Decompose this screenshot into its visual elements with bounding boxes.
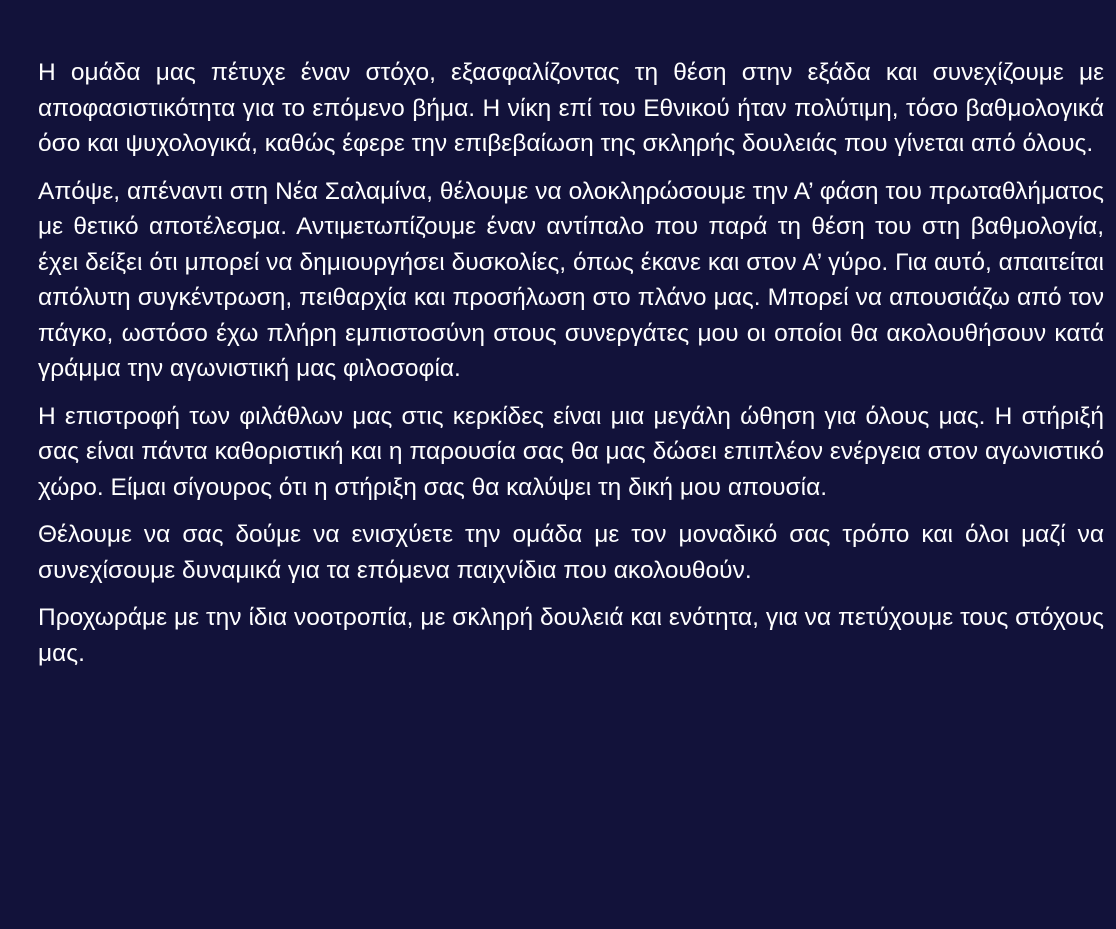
paragraph-fans-return: Η επιστροφή των φιλάθλων μας στις κερκίδες είναι μια μεγάλη ώθηση για όλους μας. Η στήριξή σας είναι πάντα καθοριστική και η παρουσία σας θα μας δώσει επιπλέον ενέργεια στον αγωνιστικό χώρο. Είμαι σίγουρος ότι η στήριξη σας θα καλύψει τη δική μου απουσία. bbox=[38, 402, 1104, 501]
paragraph-match-preview: Απόψε, απέναντι στη Νέα Σαλαμίνα, θέλουμε να ολοκληρώσουμε την Α’ φάση του πρωταθλήματος με θετικό αποτέλεσμα. Αντιμετωπίζουμε έναν αντίπαλο που παρά τη θέση του στη βαθμολογία, έχει δείξει ότι μπορεί να δημιουργήσει δυσκολίες, όπως έκανε και στον Α’ γύρο. Για αυτό, απαιτείται απόλυτη συγκέντρωση, πειθαρχία και προσήλωση στο πλάνο μας. Μπορεί να απουσιάζω από τον πάγκο, ωστόσο έχω πλήρη εμπιστοσύνη στους συνεργάτες μου οι οποίοι θα ακολουθήσουν κατά γράμμα την αγωνιστική μας φιλοσοφία. bbox=[38, 177, 1104, 382]
paragraph-intro: Η ομάδα μας πέτυχε έναν στόχο, εξασφαλίζοντας τη θέση στην εξάδα και συνεχίζουμε με αποφασιστικότητα για το επόμενο βήμα. Η νίκη επί του Εθνικού ήταν πολύτιμη, τόσο βαθμολογικά όσο και ψυχολογικά, καθώς έφερε την επιβεβαίωση της σκληρής δουλειάς που γίνεται από όλους. bbox=[38, 59, 1104, 157]
paragraph-closing: Προχωράμε με την ίδια νοοτροπία, με σκληρή δουλειά και ενότητα, για να πετύχουμε τους στόχους μας. bbox=[38, 604, 1104, 667]
paragraph-support-call: Θέλουμε να σας δούμε να ενισχύετε την ομάδα με τον μοναδικό σας τρόπο και όλοι μαζί να συνεχίσουμε δυναμικά για τα επόμενα παιχνίδια που ακολουθούν. bbox=[38, 521, 1104, 584]
